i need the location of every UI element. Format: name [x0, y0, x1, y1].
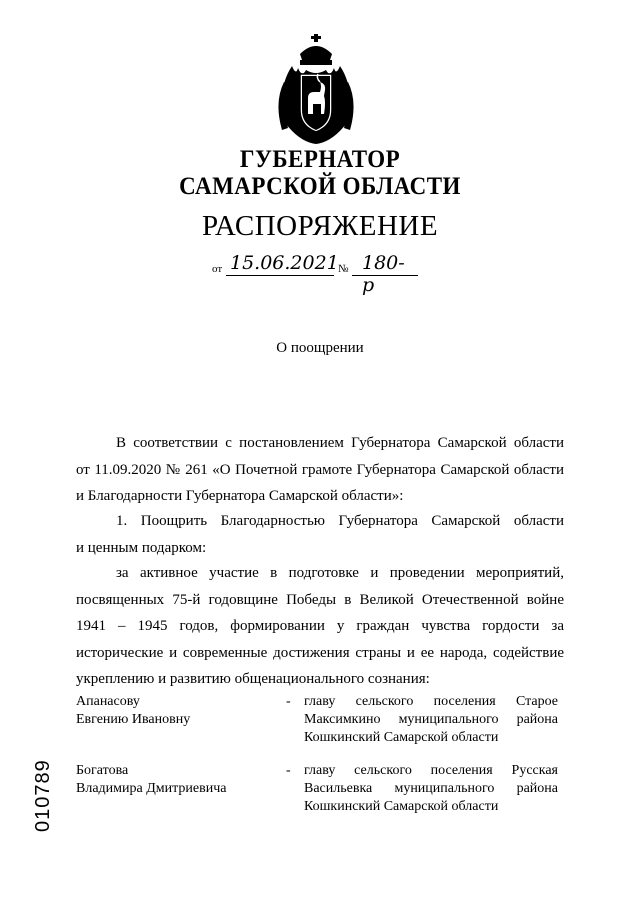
paragraph-basis	[76, 430, 564, 510]
text-line: и Благодарности Губернатора Самарской области»:	[76, 488, 404, 504]
from-label: от	[212, 263, 223, 275]
position-line: главу сельского поселения Русская	[304, 763, 558, 778]
paragraph-reason	[76, 560, 564, 693]
position-line: Васильевка муниципального района	[304, 781, 558, 796]
text-line: исторические и современные достижения страны и ее народа, содействие	[76, 644, 564, 661]
number-label: №	[338, 263, 349, 275]
position-line: Кошкинский Самарской области	[304, 799, 499, 814]
text-line: за активное участие в подготовке и проведении мероприятий,	[116, 565, 564, 581]
awardee-given-name: Владимира Дмитриевича	[76, 781, 227, 796]
text-line: В соответствии с постановлением Губернатора Самарской области	[116, 435, 564, 451]
awardee-name	[76, 693, 190, 729]
awardee-given-name: Евгению Ивановну	[76, 712, 191, 727]
issuer-title-line2: САМАРСКОЙ ОБЛАСТИ	[179, 173, 461, 200]
position-line: главу сельского поселения Старое	[304, 694, 558, 709]
text-line: укреплению и развитию общенационального сознания:	[76, 671, 430, 687]
position-line: Кошкинский Самарской области	[304, 730, 499, 745]
text-line: от 11.09.2020 № 261 «О Почетной грамоте Губернатора Самарской области	[76, 461, 564, 478]
coat-of-arms-emblem	[270, 32, 362, 148]
awardee-name	[76, 762, 226, 798]
document-type: РАСПОРЯЖЕНИЕ	[201, 210, 439, 242]
handwritten-number: 180-р	[362, 252, 405, 296]
form-serial-number: 010789	[32, 759, 54, 832]
document-subject: О поощрении	[276, 340, 364, 356]
text-line: и ценным подарком:	[76, 539, 207, 556]
handwritten-date: 15.06.2021	[230, 252, 339, 274]
date-underline	[226, 275, 334, 276]
awardee-dash: -	[286, 763, 291, 778]
text-line: 1. Поощрить Благодарностью Губернатора Самарской области	[116, 513, 564, 529]
awardee-position	[304, 762, 558, 816]
awardee-position	[304, 693, 558, 747]
issuer-title-line1: ГУБЕРНАТОР	[239, 146, 401, 173]
number-underline	[352, 275, 418, 276]
awardee-surname: Апанасову	[76, 694, 140, 709]
awardee-surname: Богатова	[76, 763, 129, 778]
awardee-dash: -	[286, 694, 291, 709]
position-line: Максимкино муниципального района	[304, 712, 558, 727]
paragraph-item-1	[76, 508, 564, 561]
text-line: 1941 – 1945 годов, формировании у граждан чувства гордости за	[76, 618, 564, 634]
text-line: посвященных 75-й годовщине Победы в Великой Отечественной войне	[76, 591, 564, 608]
